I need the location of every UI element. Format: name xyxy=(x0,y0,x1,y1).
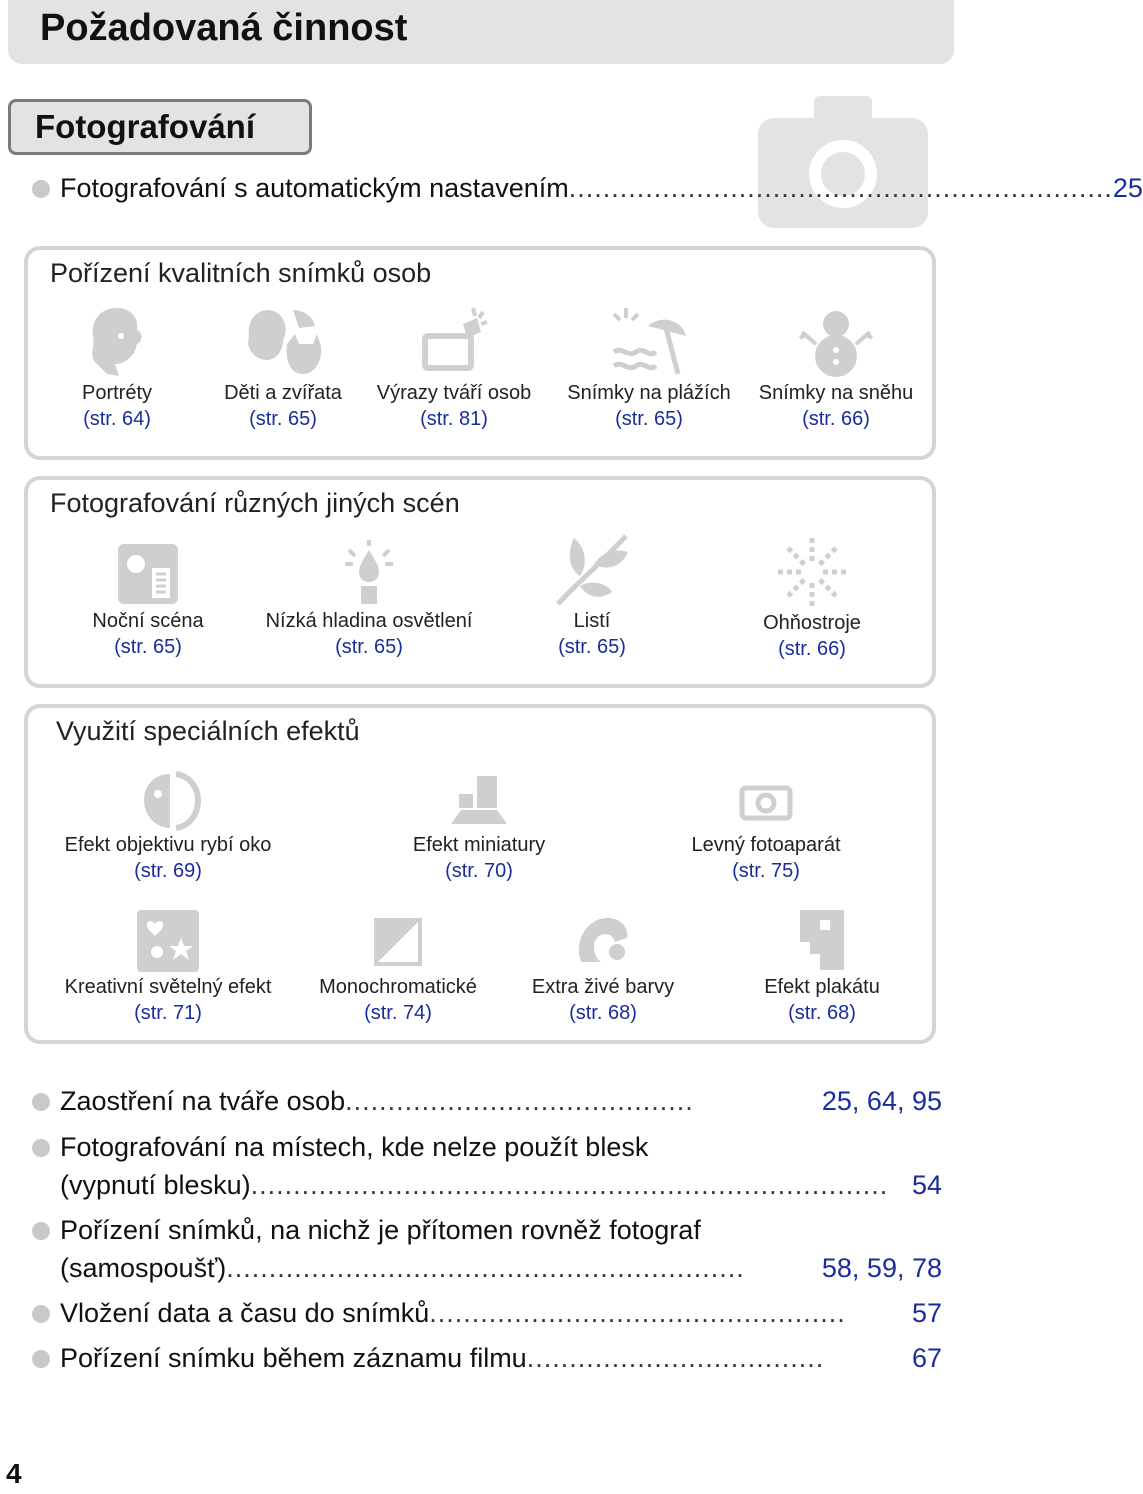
entry-text: Vložení data a času do snímků xyxy=(60,1298,430,1328)
effect-label: Levný fotoaparát xyxy=(691,834,841,856)
page-reference[interactable]: 57 xyxy=(911,1298,942,1328)
page-reference[interactable]: (str. 65) xyxy=(558,636,626,658)
page-reference[interactable]: (str. 74) xyxy=(364,1002,432,1024)
page-reference[interactable]: (str. 70) xyxy=(445,860,513,882)
page-reference[interactable]: (str. 68) xyxy=(569,1002,637,1024)
leader-dots: ................................... xyxy=(526,1343,825,1373)
scene-item-portrait[interactable] xyxy=(52,304,182,432)
camera-icon xyxy=(758,96,928,228)
entry-flash-off[interactable] xyxy=(32,1127,942,1167)
page-reference[interactable]: (str. 66) xyxy=(778,638,846,660)
foliage-icon xyxy=(550,530,634,608)
entry-text: Pořízení snímků, na nichž je přítomen rovněž fotograf xyxy=(60,1215,701,1245)
entry-date-stamp[interactable] xyxy=(32,1293,942,1333)
entry-self-timer-continued[interactable] xyxy=(60,1248,942,1288)
leader-dots: ......................................... xyxy=(345,1086,694,1116)
effect-item-monochrome-tile[interactable] xyxy=(304,908,492,1026)
bullet-icon xyxy=(32,180,50,198)
scene-label: Výrazy tváří osob xyxy=(376,382,532,404)
bullet-icon xyxy=(32,1222,50,1240)
page-reference[interactable]: (str. 68) xyxy=(788,1002,856,1024)
page-header-bar xyxy=(8,0,954,64)
beach-icon xyxy=(608,304,690,380)
effect-item-poster[interactable] xyxy=(742,906,902,1026)
kids-pets-icon xyxy=(241,304,325,380)
section-tab-label: Fotografování xyxy=(35,108,255,145)
leader-dots: ........................................................................... xyxy=(250,1170,889,1200)
scene-item-kids-pets[interactable] xyxy=(208,304,358,432)
page-reference[interactable]: 67 xyxy=(911,1343,942,1373)
scene-item-night[interactable] xyxy=(68,538,228,660)
leader-dots: ................................................................ xyxy=(568,173,1113,203)
bullet-icon xyxy=(32,1350,50,1368)
bullet-icon xyxy=(32,1139,50,1157)
scene-item-fireworks[interactable] xyxy=(734,534,890,662)
monochrome-icon xyxy=(366,908,430,974)
page-reference[interactable]: (str. 65) xyxy=(114,636,182,658)
entry-text: Fotografování na místech, kde nelze použít blesk xyxy=(60,1132,649,1162)
page-reference[interactable]: (str. 75) xyxy=(732,860,800,882)
bullet-icon xyxy=(32,1093,50,1111)
effect-item-miniature[interactable] xyxy=(394,770,564,884)
effect-label: Efekt plakátu xyxy=(764,976,880,998)
scene-item-beach[interactable] xyxy=(554,304,744,432)
scene-item-smart-shutter[interactable] xyxy=(364,304,544,432)
other-scenes-box xyxy=(24,476,936,688)
entry-text: Zaostření na tváře osob xyxy=(60,1086,346,1116)
snowman-icon xyxy=(796,304,876,380)
scene-item-low-light[interactable] xyxy=(244,538,494,660)
poster-effect-icon xyxy=(790,906,854,974)
bullet-icon xyxy=(32,1305,50,1323)
page-title: Požadovaná činnost xyxy=(40,7,408,49)
page-reference[interactable]: (str. 65) xyxy=(335,636,403,658)
portrait-icon xyxy=(85,304,149,380)
page-reference[interactable]: 25, 64, 95 xyxy=(821,1086,942,1116)
effect-label: Monochromatické xyxy=(319,976,477,998)
night-scene-icon xyxy=(114,538,182,608)
super-vivid-icon xyxy=(571,908,635,974)
fisheye-icon xyxy=(136,770,200,832)
entry-auto-mode[interactable] xyxy=(32,168,1143,208)
box-title: Fotografování různých jiných scén xyxy=(50,488,460,518)
fireworks-icon xyxy=(774,534,850,610)
entry-face-detection[interactable] xyxy=(32,1081,942,1121)
leader-dots: ................................................. xyxy=(429,1298,846,1328)
page-reference[interactable]: (str. 65) xyxy=(615,408,683,430)
special-effects-box xyxy=(24,704,936,1044)
effect-label: Efekt miniatury xyxy=(412,834,546,856)
portraits-box xyxy=(24,246,936,460)
scene-label: Nízká hladina osvětlení xyxy=(265,610,473,632)
effect-item-toy-camera[interactable] xyxy=(676,770,856,884)
scene-label: Snímky na plážích xyxy=(567,382,731,404)
entry-flash-off-continued[interactable] xyxy=(60,1165,942,1205)
miniature-icon xyxy=(447,770,511,832)
entry-text: (samospoušť) xyxy=(60,1253,227,1283)
page-reference[interactable]: 54 xyxy=(911,1170,942,1200)
scene-label: Snímky na sněhu xyxy=(758,382,914,404)
page-reference[interactable]: (str. 64) xyxy=(83,408,151,430)
entry-text: Pořízení snímku během záznamu filmu xyxy=(60,1343,527,1373)
effect-label: Kreativní světelný efekt xyxy=(64,976,272,998)
leader-dots: ............................................................. xyxy=(226,1253,745,1283)
entry-text: Fotografování s automatickým nastavením xyxy=(60,173,569,203)
scene-label: Ohňostroje xyxy=(763,612,861,634)
box-title: Pořízení kvalitních snímků osob xyxy=(50,258,432,288)
effect-label: Extra živé barvy xyxy=(531,976,675,998)
scene-label: Listí xyxy=(573,610,611,632)
effect-item-creative-light[interactable] xyxy=(48,908,288,1026)
page-reference[interactable]: 58, 59, 78 xyxy=(821,1253,942,1283)
smart-shutter-icon xyxy=(417,304,491,380)
page-reference[interactable]: (str. 65) xyxy=(249,408,317,430)
page-number: 4 xyxy=(6,1458,22,1489)
page-reference[interactable]: (str. 81) xyxy=(420,408,488,430)
effect-label: Efekt objektivu rybí oko xyxy=(64,834,272,856)
entry-text: (vypnutí blesku) xyxy=(60,1170,251,1200)
scene-label: Děti a zvířata xyxy=(224,382,342,404)
toy-camera-icon xyxy=(734,770,798,832)
page-reference[interactable]: (str. 71) xyxy=(134,1002,202,1024)
effect-item-super-vivid[interactable] xyxy=(518,908,688,1026)
entry-self-timer[interactable] xyxy=(32,1210,942,1250)
page-reference[interactable]: (str. 69) xyxy=(134,860,202,882)
scene-label: Noční scéna xyxy=(92,610,204,632)
effect-item-fisheye[interactable] xyxy=(48,770,288,884)
creative-light-icon xyxy=(135,908,201,974)
page-reference[interactable]: 25 xyxy=(1112,173,1143,203)
scene-label: Portréty xyxy=(81,382,153,404)
box-title: Využití speciálních efektů xyxy=(56,716,360,746)
scene-item-foliage[interactable] xyxy=(524,530,660,660)
low-light-icon xyxy=(335,538,403,608)
scene-item-snow[interactable] xyxy=(746,304,926,432)
section-tab-photography xyxy=(8,99,312,155)
entry-still-during-movie[interactable] xyxy=(32,1338,942,1378)
page-reference[interactable]: (str. 66) xyxy=(802,408,870,430)
